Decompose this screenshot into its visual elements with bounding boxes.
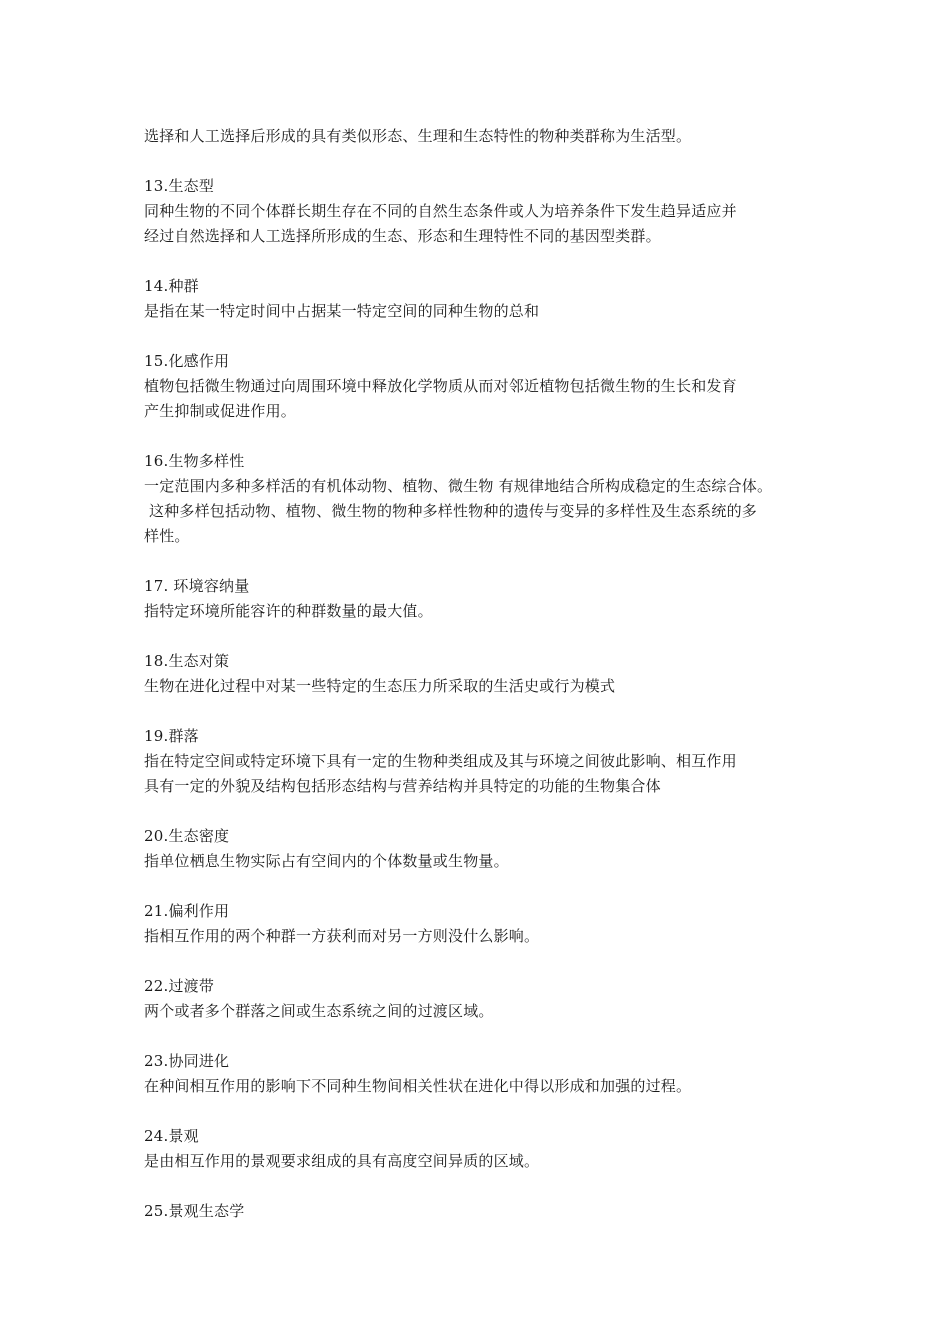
entry-term: 23.协同进化 (144, 1052, 230, 1070)
entry-definition-line: 是由相互作用的景观要求组成的具有高度空间异质的区域。 (144, 1152, 540, 1170)
entry-term: 14.种群 (144, 277, 199, 295)
paragraph-gap (144, 1099, 824, 1124)
entry-25 (144, 1199, 824, 1224)
paragraph-gap (144, 949, 824, 974)
entry-15 (144, 349, 824, 424)
paragraph-gap (144, 1174, 824, 1199)
paragraph-gap (144, 324, 824, 349)
entry-14 (144, 274, 824, 324)
entry-23 (144, 1049, 824, 1099)
entry-definition-line: 具有一定的外貌及结构包括形态结构与营养结构并具特定的功能的生物集合体 (144, 777, 661, 795)
document-page (144, 124, 824, 1224)
entry-definition-line: 在种间相互作用的影响下不同种生物间相关性状在进化中得以形成和加强的过程。 (144, 1077, 692, 1095)
entry-definition-line: 指在特定空间或特定环境下具有一定的生物种类组成及其与环境之间彼此影响、相互作用 (144, 752, 737, 770)
entry-definition-line: 经过自然选择和人工选择所形成的生态、形态和生理特性不同的基因型类群。 (144, 227, 661, 245)
paragraph-gap (144, 549, 824, 574)
entry-13 (144, 174, 824, 249)
entry-term: 20.生态密度 (144, 827, 230, 845)
entry-term: 21.偏利作用 (144, 902, 230, 920)
entry-definition-line: 样性。 (144, 527, 190, 545)
paragraph-gap (144, 149, 824, 174)
entry-definition-line: 植物包括微生物通过向周围环境中释放化学物质从而对邻近植物包括微生物的生长和发育 (144, 377, 737, 395)
entry-term: 24.景观 (144, 1127, 199, 1145)
entry-definition-line: 生物在进化过程中对某一些特定的生态压力所采取的生活史或行为模式 (144, 677, 616, 695)
entry-term: 13.生态型 (144, 177, 215, 195)
entry-definition-line: 同种生物的不同个体群长期生存在不同的自然生态条件或人为培养条件下发生趋异适应并 (144, 202, 737, 220)
paragraph-gap (144, 799, 824, 824)
entry-definition-line: 指特定环境所能容许的种群数量的最大值。 (144, 602, 433, 620)
entry-term: 19.群落 (144, 727, 199, 745)
entry-definition-line: 两个或者多个群落之间或生态系统之间的过渡区域。 (144, 1002, 494, 1020)
paragraph-gap (144, 424, 824, 449)
entry-21 (144, 899, 824, 949)
intro-line: 选择和人工选择后形成的具有类似形态、生理和生态特性的物种类群称为生活型。 (144, 127, 692, 145)
entry-18 (144, 649, 824, 699)
entry-term: 17. 环境容纳量 (144, 577, 250, 595)
entry-19 (144, 724, 824, 799)
paragraph-gap (144, 874, 824, 899)
entry-16 (144, 449, 824, 549)
entry-term: 16.生物多样性 (144, 452, 245, 470)
entry-definition-line: 这种多样包括动物、植物、微生物的物种多样性物种的遗传与变异的多样性及生态系统的多 (144, 502, 757, 520)
entry-definition-line: 一定范围内多种多样活的有机体动物、植物、微生物 有规律地结合所构成稳定的生态综合体。 (144, 477, 773, 495)
paragraph-gap (144, 249, 824, 274)
entry-term: 18.生态对策 (144, 652, 230, 670)
entry-17 (144, 574, 824, 624)
paragraph-gap (144, 699, 824, 724)
entry-term: 22.过渡带 (144, 977, 215, 995)
entry-22 (144, 974, 824, 1024)
entry-term: 15.化感作用 (144, 352, 230, 370)
entry-20 (144, 824, 824, 874)
entry-24 (144, 1124, 824, 1174)
entry-definition-line: 指相互作用的两个种群一方获利而对另一方则没什么影响。 (144, 927, 540, 945)
entry-definition-line: 是指在某一特定时间中占据某一特定空间的同种生物的总和 (144, 302, 540, 320)
entry-definition-line: 产生抑制或促进作用。 (144, 402, 297, 420)
paragraph-gap (144, 1024, 824, 1049)
entry-term: 25.景观生态学 (144, 1202, 245, 1220)
entry-definition-line: 指单位栖息生物实际占有空间内的个体数量或生物量。 (144, 852, 509, 870)
paragraph-gap (144, 624, 824, 649)
